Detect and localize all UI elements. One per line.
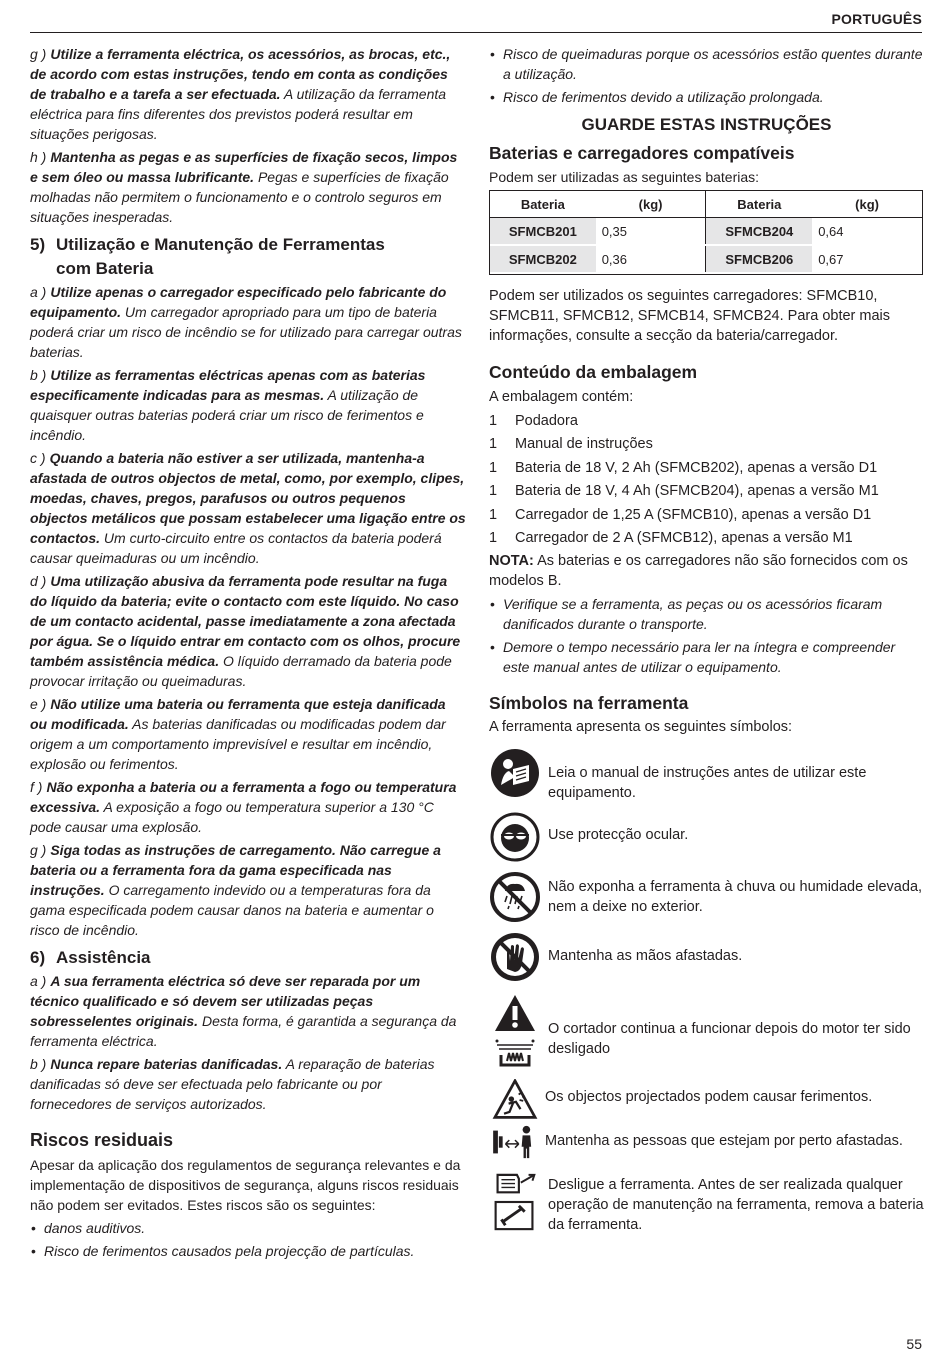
rule-5d: d ) Uma utilização abusiva da ferramenta pode resultar na fuga do líquido da bateria; evite o contacto com este líquido. No caso de um contacto acidental, passe imediatamente a zona afectada por água. Se o líquido entrar em contacto com os olhos, procure também assistência médica. O líquido derramado da bateria pode provocar irritação ou queimaduras. bbox=[30, 573, 461, 689]
list-item: 1 Bateria de 18 V, 4 Ah (SFMCB204), apenas a versão M1 bbox=[489, 483, 879, 499]
riscos-text: Apesar da aplicação dos regulamentos de segurança relevantes e da implementação de dispositivos de segurança, alguns riscos residuais não podem ser evitados. Estes riscos são os seguintes: bbox=[30, 1157, 461, 1213]
riscos-bullet: • Risco de ferimentos causados pela projecção de partículas. bbox=[30, 1241, 466, 1261]
simbolos-heading: Símbolos na ferramenta bbox=[489, 692, 689, 713]
list-item: 1 Manual de instruções bbox=[489, 436, 653, 452]
battery-model: SFMCB206 bbox=[706, 245, 812, 273]
rule-5e: e ) Não utilize uma bateria ou ferramenta que esteja danificada ou modificada. As baterias danificadas ou modificadas podem dar origem a um comportamento imprevisível e resultar em incêndio, explosão ou ferimentos. bbox=[30, 696, 446, 772]
riscos-heading: Riscos residuais bbox=[30, 1130, 174, 1150]
page-number: 55 bbox=[906, 1336, 922, 1352]
no-rain-icon bbox=[489, 871, 541, 923]
rule-6b: b ) Nunca repare baterias danificadas. A reparação de baterias danificadas só deve ser efectuada pelo fabricante ou por fornecedores de serviços autorizados. bbox=[30, 1056, 435, 1112]
battery-model: SFMCB204 bbox=[706, 218, 812, 246]
symbol-row bbox=[489, 747, 924, 811]
rule-5b: b ) Utilize as ferramentas eléctricas apenas com as baterias especificamente indicadas para as mesmas. A utilização de quaisquer outras baterias poderá criar um risco de ferimentos e incêndio. bbox=[30, 367, 426, 443]
rule-5c: c ) Quando a bateria não estiver a ser utilizada, mantenha-a afastada de outros objectos de metal, como, por exemplo, clipes, moedas, chaves, pregos, parafusos ou outros pequenos objectos metálicos que possam estabelecer uma ligação entre os contactos. Um curto-circuito entre os contactos da bateria poderá causar queimaduras ou um incêndio. bbox=[30, 450, 466, 566]
battery-weight: 0,67 bbox=[812, 245, 922, 273]
table-header: Bateria bbox=[490, 191, 596, 218]
symbol-row bbox=[489, 871, 924, 931]
thrown-objects-icon bbox=[489, 1079, 541, 1121]
nota: NOTA: As baterias e os carregadores não são fornecidos com os modelos B. bbox=[489, 552, 908, 589]
section-6-heading: 6) Assistência bbox=[30, 948, 151, 967]
nota-bullet: • Demore o tempo necessário para ler na íntegra e compreender este manual antes de utilizar o equipamento. bbox=[489, 637, 924, 677]
page-header bbox=[30, 10, 922, 33]
rule-6a: a ) A sua ferramenta eléctrica só deve ser reparada por um técnico qualificado e só devem ser utilizadas peças sobresselentes originais. Desta forma, é garantida a segurança da ferramenta eléctrica. bbox=[30, 973, 457, 1049]
symbol-text: Desligue a ferramenta. Antes de ser realizada qualquer operação de manutenção na ferramenta, remova a bateria da ferramenta. bbox=[548, 1176, 924, 1233]
rule-5g: g ) Siga todas as instruções de carregamento. Não carregue a bateria ou a ferramenta fora da gama especificada nas instruções. O carregamento indevido ou a temperaturas fora da gama especificada podem causar danos na bateria e aumentar o risco de incêndio. bbox=[30, 842, 441, 938]
symbol-text: Mantenha as pessoas que estejam por perto afastadas. bbox=[545, 1132, 903, 1149]
battery-weight: 0,35 bbox=[596, 218, 706, 246]
symbol-text: O cortador continua a funcionar depois do motor ter sido desligado bbox=[548, 1020, 911, 1057]
language-label: PORTUGUÊS bbox=[831, 11, 922, 27]
list-item: 1 Carregador de 2 A (SFMCB12), apenas a versão M1 bbox=[489, 530, 853, 546]
list-item: 1 Bateria de 18 V, 2 Ah (SFMCB202), apenas a versão D1 bbox=[489, 459, 878, 476]
baterias-heading: Baterias e carregadores compatíveis bbox=[489, 143, 795, 163]
battery-weight: 0,64 bbox=[812, 218, 922, 246]
nota-bullet: • Verifique se a ferramenta, as peças ou os acessórios ficaram danificados durante o transporte. bbox=[489, 594, 924, 634]
table-header: Bateria bbox=[706, 191, 812, 218]
simbolos-intro: A ferramenta apresenta os seguintes símbolos: bbox=[489, 718, 793, 735]
list-item: 1 Podadora bbox=[489, 412, 578, 429]
symbol-row bbox=[489, 993, 924, 1079]
symbol-row bbox=[489, 1079, 924, 1123]
table-header: (kg) bbox=[812, 191, 922, 218]
battery-model: SFMCB201 bbox=[490, 218, 596, 246]
read-manual-icon bbox=[489, 747, 541, 799]
list-item: 1 Carregador de 1,25 A (SFMCB10), apenas a versão D1 bbox=[489, 506, 872, 523]
rule-5f: f ) Não exponha a bateria ou a ferramenta a fogo ou temperatura excessiva. A exposição a fogo ou temperatura superior a 130 °C pode causar uma explosão. bbox=[30, 779, 457, 835]
risk-bullet: • Risco de ferimentos devido a utilização prolongada. bbox=[489, 87, 924, 107]
carregadores-text: Podem ser utilizados os seguintes carregadores: SFMCB10, SFMCB11, SFMCB12, SFMCB14, SFMCB24. Para obter mais informações, consulte a secção da bateria/carregador. bbox=[489, 288, 891, 344]
symbol-text: Mantenha as mãos afastadas. bbox=[548, 947, 743, 964]
left-column bbox=[30, 44, 466, 1264]
symbol-row bbox=[489, 931, 924, 993]
table-header: (kg) bbox=[596, 191, 706, 218]
riscos-bullet: • danos auditivos. bbox=[30, 1218, 466, 1238]
right-column bbox=[489, 42, 924, 1241]
symbol-row bbox=[489, 1171, 924, 1241]
risk-bullet: • Risco de queimaduras porque os acessórios estão quentes durante a utilização. bbox=[489, 44, 924, 84]
keep-bystanders-away-icon bbox=[489, 1123, 541, 1161]
conteudo-heading: Conteúdo da embalagem bbox=[489, 362, 698, 382]
table-header-row bbox=[490, 191, 922, 218]
battery-model: SFMCB202 bbox=[490, 245, 596, 273]
symbol-text: Leia o manual de instruções antes de utilizar este equipamento. bbox=[548, 764, 867, 801]
symbol-row bbox=[489, 811, 924, 871]
remove-battery-icon bbox=[489, 1171, 541, 1233]
symbol-text: Não exponha a ferramenta à chuva ou humidade elevada, nem a deixe no exterior. bbox=[548, 878, 923, 915]
battery-weight: 0,36 bbox=[596, 245, 706, 273]
rule-g: g ) Utilize a ferramenta eléctrica, os acessórios, as brocas, etc., de acordo com estas instruções, tendo em conta as condições de trabalho e a tarefa a ser efectuada. A utilização da ferramenta eléctrica para fins diferentes dos previstos poderá resultar em situações perigosas. bbox=[30, 46, 451, 142]
symbol-text: Os objectos projectados podem causar ferimentos. bbox=[545, 1088, 873, 1105]
eye-protection-icon bbox=[489, 811, 541, 863]
keep-hands-away-icon bbox=[489, 931, 541, 983]
section-5-heading: 5) Utilização e Manutenção de Ferramentas com Bateria bbox=[30, 235, 385, 278]
symbol-row bbox=[489, 1123, 924, 1171]
rule-h: h ) Mantenha as pegas e as superfícies de fixação secos, limpos e sem óleo ou massa lubrificante. Pegas e superfícies de fixação molhadas não permitem o funcionamento e o controlo seguros em situações inesperadas. bbox=[30, 149, 458, 225]
table-row bbox=[490, 245, 922, 273]
symbol-text: Use protecção ocular. bbox=[548, 826, 689, 843]
battery-table bbox=[489, 190, 923, 275]
blade-runs-on-icon bbox=[489, 993, 541, 1073]
rule-5a: a ) Utilize apenas o carregador especificado pelo fabricante do equipamento. Um carregador apropriado para um tipo de bateria poderá criar um risco de incêndio se for utilizado para carregar outras baterias. bbox=[30, 284, 462, 360]
table-row bbox=[490, 218, 922, 246]
conteudo-intro: A embalagem contém: bbox=[489, 389, 634, 405]
guarde-heading: GUARDE ESTAS INSTRUÇÕES bbox=[581, 115, 832, 134]
baterias-intro: Podem ser utilizadas as seguintes baterias: bbox=[489, 169, 760, 185]
